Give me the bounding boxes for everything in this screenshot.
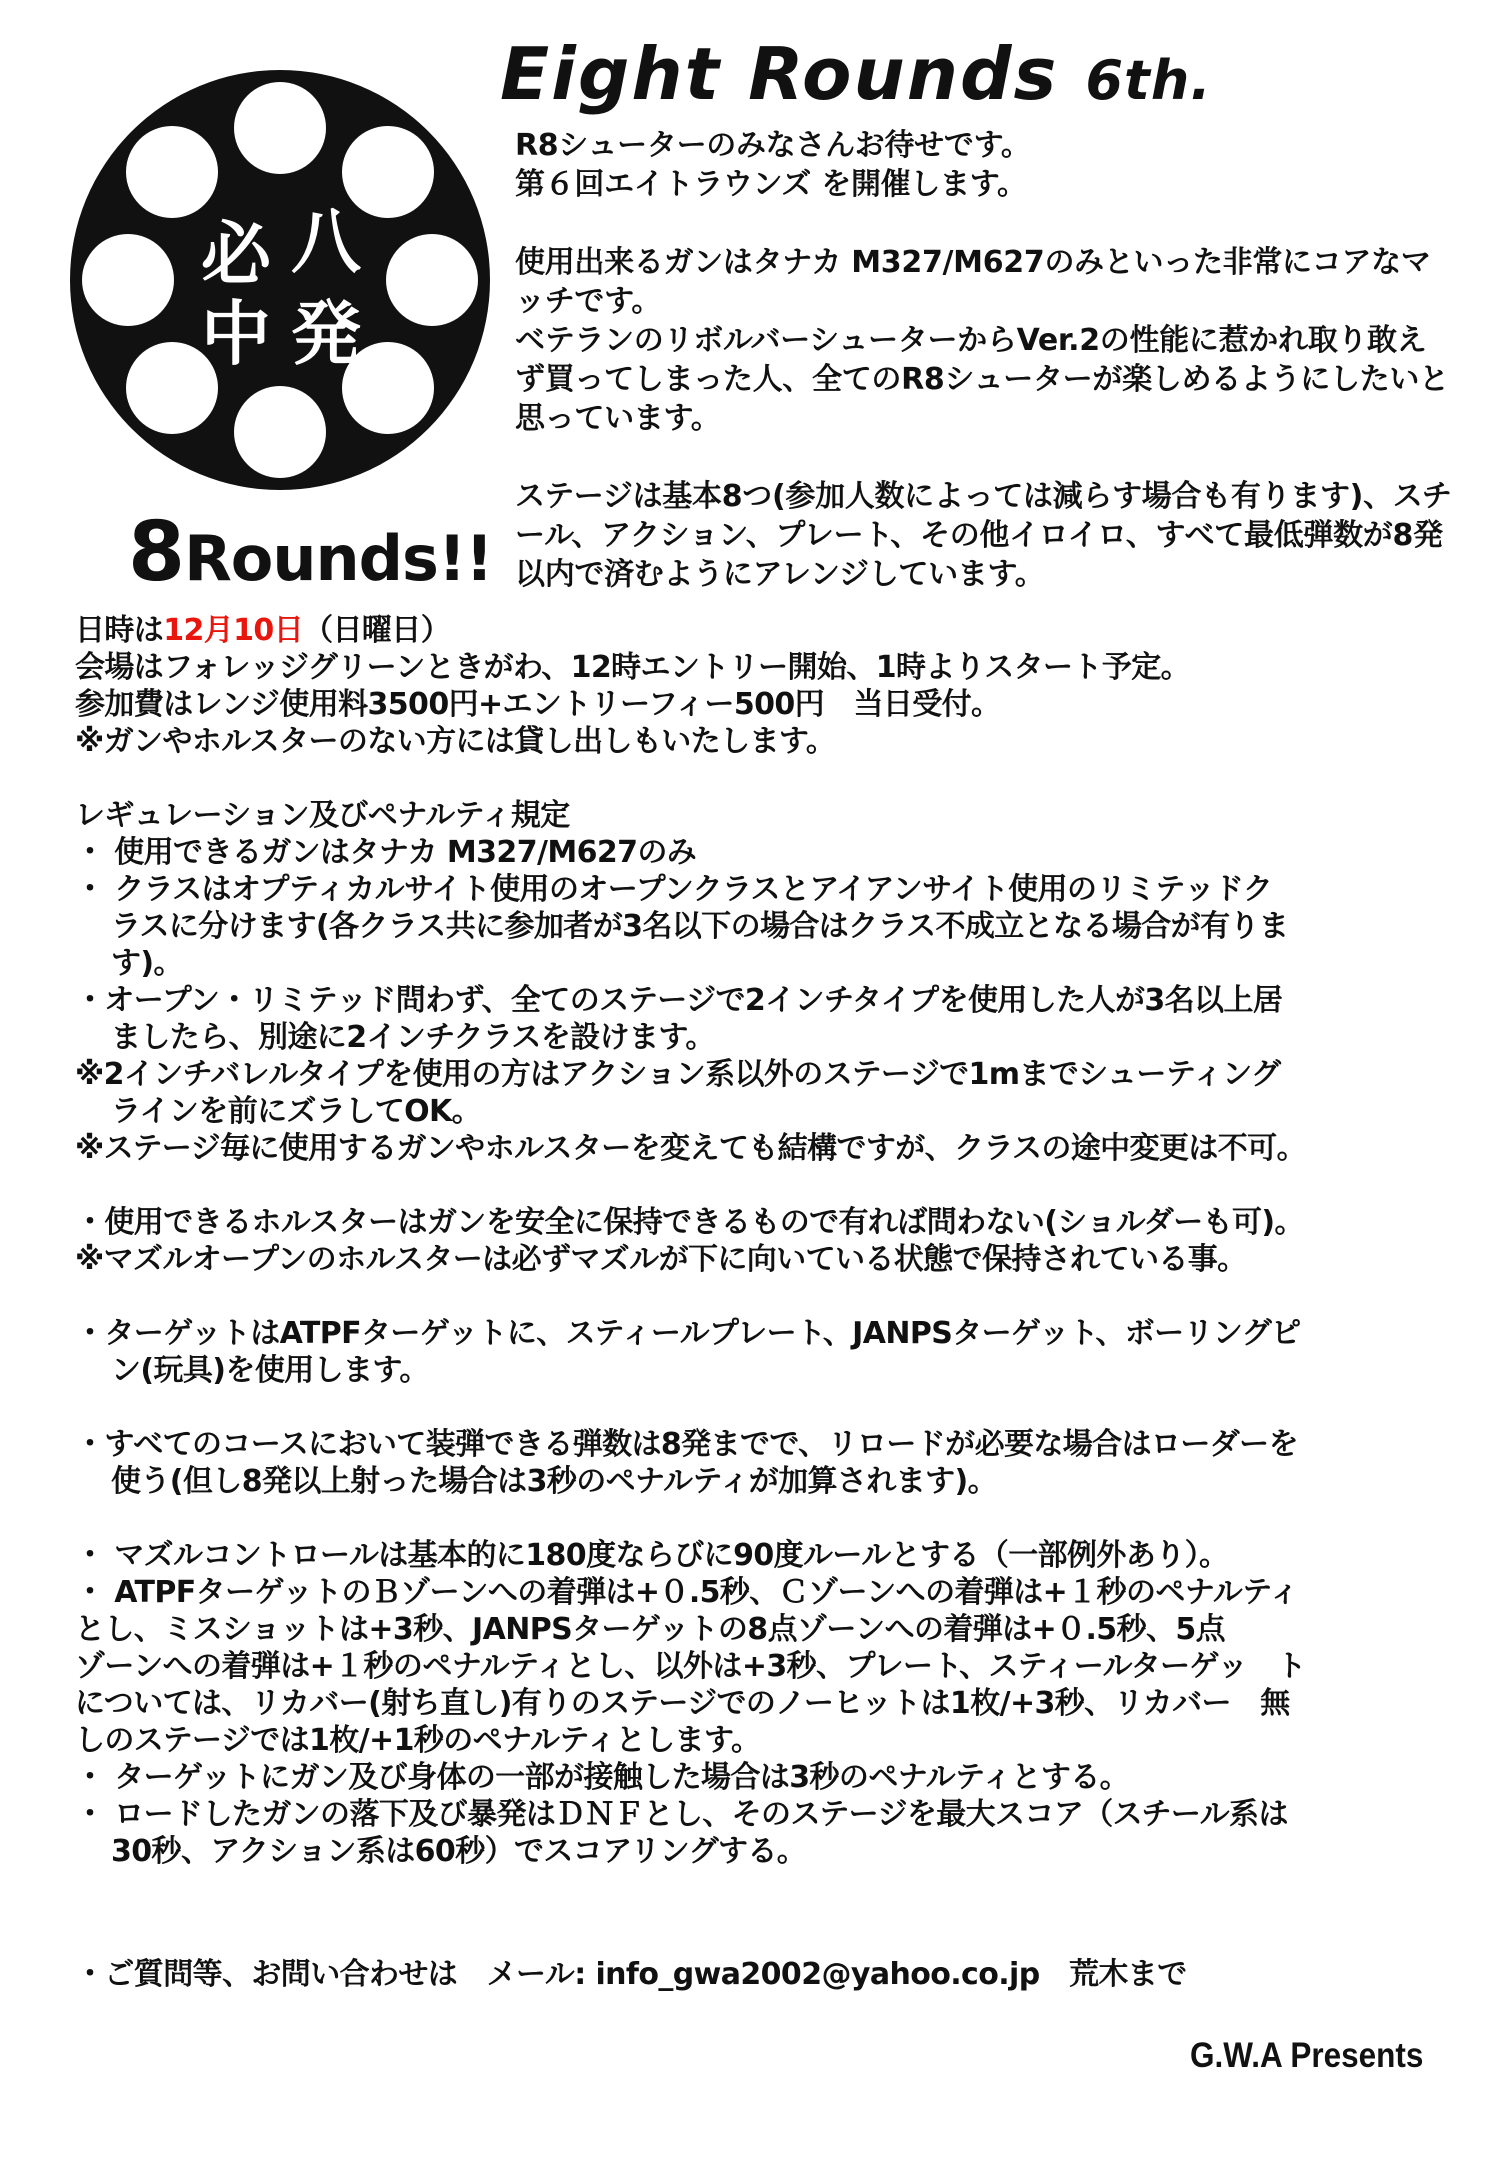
- logo-caption: [128, 505, 493, 600]
- rule-line: ・ ATPFターゲットのＢゾーンへの着弾は+０.5秒、Ｃゾーンへの着弾は+１秒のペナルティ: [75, 1575, 1299, 1610]
- revolver-cylinder-logo: [68, 68, 492, 492]
- logo-kanji: 中: [201, 293, 271, 375]
- event-rental-note: ※ガンやホルスターのない方には貸し出しもいたします。: [75, 724, 836, 759]
- rule-line: ※マズルオープンのホルスターは必ずマズルが下に向いている状態で保持されている事。: [75, 1242, 1247, 1277]
- chamber-hole: [82, 234, 174, 326]
- rule-line: ・ ロードしたガンの落下及び暴発はＤＮＦとし、そのステージを最大スコア（スチール系は: [75, 1797, 1288, 1832]
- chamber-hole: [234, 82, 326, 174]
- rule-line: ましたら、別途に2インチクラスを設けます。: [111, 1020, 715, 1055]
- event-date-suffix: （日曜日）: [303, 613, 451, 648]
- event-date: [75, 612, 1455, 649]
- rule-line: ・ クラスはオプティカルサイト使用のオープンクラスとアイアンサイト使用のリミテッドク: [75, 872, 1273, 907]
- rule-line: ラスに分けます(各クラス共に参加者が3名以下の場合はクラス不成立となる場合が有りま: [111, 909, 1289, 944]
- logo-kanji: 八: [291, 201, 361, 283]
- details-section: [75, 612, 1455, 1993]
- logo-caption-number: 8: [128, 505, 185, 600]
- intro-section: [515, 126, 1455, 594]
- chamber-hole: [126, 126, 218, 218]
- rule-line: ・オープン・リミテッド問わず、全てのステージで2インチタイプを使用した人が3名以上居: [75, 983, 1283, 1018]
- event-date-value: 12月10日: [163, 613, 304, 648]
- rule-line: ※2インチバレルタイプを使用の方はアクション系以外のステージで1mまでシューティング: [75, 1057, 1281, 1092]
- rule-line: ゾーンへの着弾は+１秒のペナルティとし、以外は+3秒、プレート、スティールターゲッ ト: [75, 1649, 1306, 1684]
- rule-line: しのステージでは1枚/+1秒のペナルティとします。: [75, 1723, 761, 1758]
- event-venue: 会場はフォレッジグリーンときがわ、12時エントリー開始、1時よりスタート予定。: [75, 650, 1191, 685]
- rule-line: ※ステージ毎に使用するガンやホルスターを変えても結構ですが、クラスの途中変更は不可。: [75, 1131, 1306, 1166]
- intro-paragraph: 使用出来るガンはタナカ M327/M627のみといった非常にコアなマッチです。 ベテランのリボルバーシューターからVer.2の性能に惹かれ取り敢えず買ってしまった人、全てのR8シューターが楽しめるようにしたいと思っています。: [515, 245, 1449, 436]
- event-date-prefix: 日時は: [75, 613, 164, 648]
- rule-line: 30秒、アクション系は60秒）でスコアリングする。: [111, 1834, 807, 1869]
- rule-line: ・ターゲットはATPFターゲットに、スティールプレート、JANPSターゲット、ボーリングピ: [75, 1316, 1301, 1351]
- rule-line: ・ マズルコントロールは基本的に180度ならびに90度ルールとする（一部例外あり）。: [75, 1538, 1229, 1573]
- intro-paragraph: R8シューターのみなさんお待せです。 第６回エイトラウンズ を開催します。: [515, 128, 1031, 202]
- rules-heading: レギュレーション及びペナルティ規定: [75, 798, 570, 833]
- logo-kanji: 必: [201, 213, 271, 295]
- rule-line: ・ ターゲットにガン及び身体の一部が接触した場合は3秒のペナルティとする。: [75, 1760, 1130, 1795]
- rule-line: ・ 使用できるガンはタナカ M327/M627のみ: [75, 835, 697, 870]
- contact-info: ・ご質問等、お問い合わせは メール: info_gwa2002@yahoo.co.jp 荒木まで: [75, 1957, 1187, 1992]
- chamber-hole: [386, 234, 478, 326]
- rule-line: については、リカバー(射ち直し)有りのステージでのノーヒットは1枚/+3秒、リカバー 無: [75, 1686, 1290, 1721]
- rule-line: ・使用できるホルスターはガンを安全に保持できるもので有れば問わない(ショルダーも可)。: [75, 1205, 1304, 1240]
- page-title-main: Eight Rounds: [500, 32, 1059, 116]
- rule-line: 使う(但し8発以上射った場合は3秒のペナルティが加算されます)。: [111, 1464, 998, 1499]
- rule-line: とし、ミスショットは+3秒、JANPSターゲットの8点ゾーンへの着弾は+０.5秒、5点: [75, 1612, 1226, 1647]
- logo-caption-text: Rounds!!: [184, 522, 493, 595]
- chamber-hole: [234, 386, 326, 478]
- logo-kanji: 発: [291, 293, 361, 375]
- presents-credit: G.W.A Presents: [1190, 2036, 1424, 2075]
- intro-paragraph: ステージは基本8つ(参加人数によっては減らす場合も有ります)、スチール、アクション、プレート、その他イロイロ、すべて最低弾数が8発以内で済むようにアレンジしています。: [515, 479, 1452, 592]
- page-title-edition: 6th.: [1085, 49, 1212, 112]
- rule-line: ラインを前にズラしてOK。: [111, 1094, 482, 1129]
- rule-line: ・すべてのコースにおいて装弾できる弾数は8発までで、リロードが必要な場合はローダーを: [75, 1427, 1298, 1462]
- page-title: [500, 32, 1212, 116]
- rule-line: ン(玩具)を使用します。: [111, 1353, 429, 1388]
- event-fee: 参加費はレンジ使用料3500円+エントリーフィー500円 当日受付。: [75, 687, 1001, 722]
- rule-line: す)。: [111, 946, 183, 981]
